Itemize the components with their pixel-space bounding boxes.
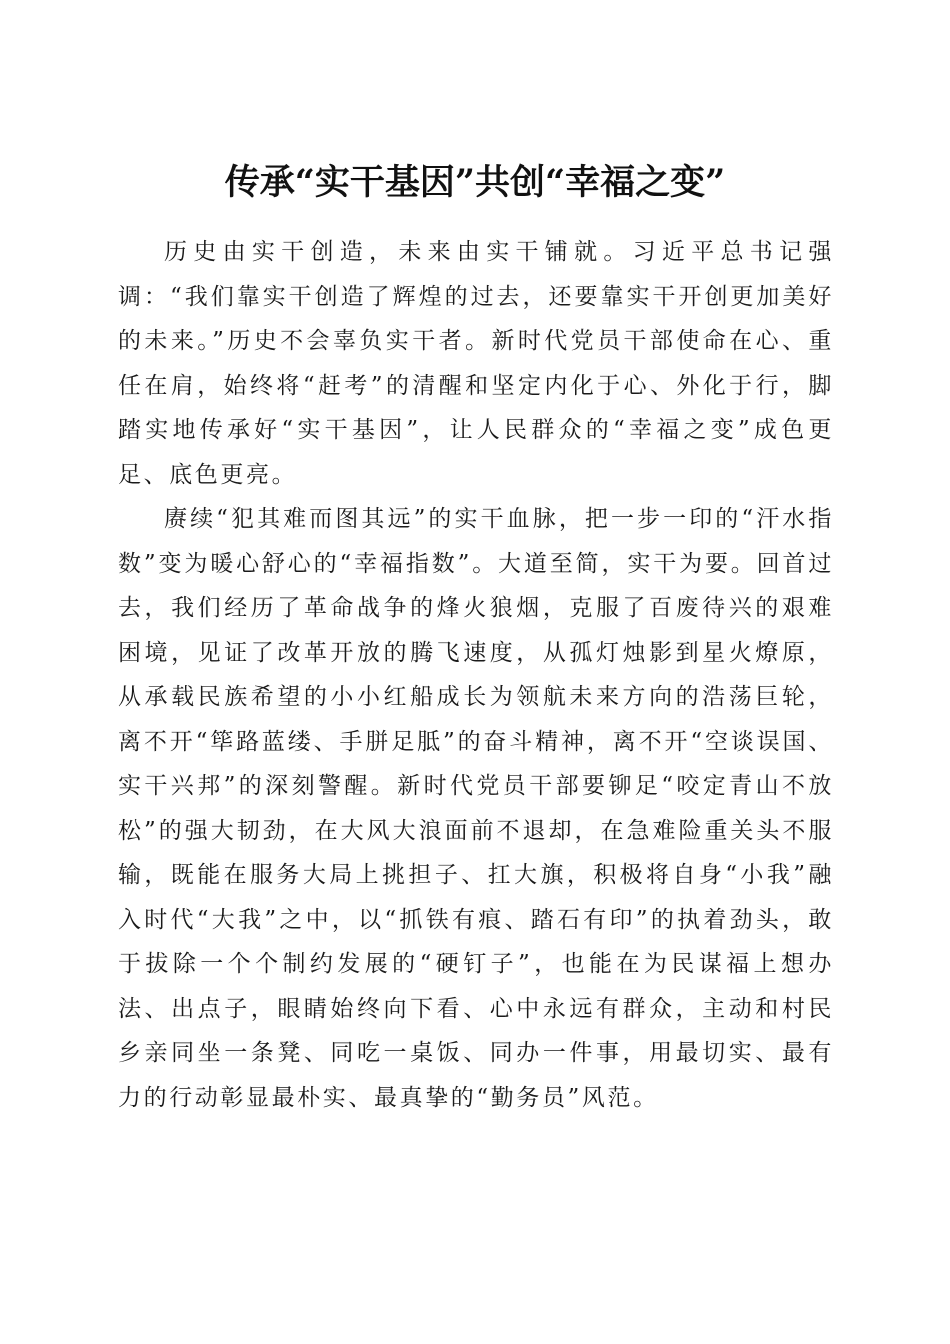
paragraph-1: 历史由实干创造，未来由实干铺就。习近平总书记强调：“我们靠实干创造了辉煌的过去，还要靠实干开创更加美好的未来。”历史不会辜负实干者。新时代党员干部使命在心、重任在肩，始终将“赶考”的清醒和坚定内化于心、外化于行，脚踏实地传承好“实干基因”，让人民群众的“幸福之变”成色更足、底色更亮。: [118, 239, 834, 488]
paragraph-2: 赓续“犯其难而图其远”的实干血脉，把一步一印的“汗水指数”变为暖心舒心的“幸福指数”。大道至简，实干为要。回首过去，我们经历了革命战争的烽火狼烟，克服了百废待兴的艰难困境，见证了改革开放的腾飞速度，从孤灯烛影到星火燎原，从承载民族希望的小小红船成长为领航未来方向的浩荡巨轮，离不开“筚路蓝缕、手胼足胝”的奋斗精神，离不开“空谈误国、实干兴邦”的深刻警醒。新时代党员干部要铆足“咬定青山不放松”的强大韧劲，在大风大浪面前不退却，在急难险重关头不服输，既能在服务大局上挑担子、扛大旗，积极将自身“小我”融入时代“大我”之中，以“抓铁有痕、踏石有印”的执着劲头，敢于拔除一个个制约发展的“硬钉子”，也能在为民谋福上想办法、出点子，眼睛始终向下看、心中永远有群众，主动和村民乡亲同坐一条凳、同吃一桌饭、同办一件事，用最切实、最有力的行动彰显最朴实、最真挚的“勤务员”风范。: [118, 506, 834, 1111]
document-title: 传承“实干基因”共创“幸福之变”: [224, 162, 726, 204]
document-body: [118, 230, 834, 1120]
